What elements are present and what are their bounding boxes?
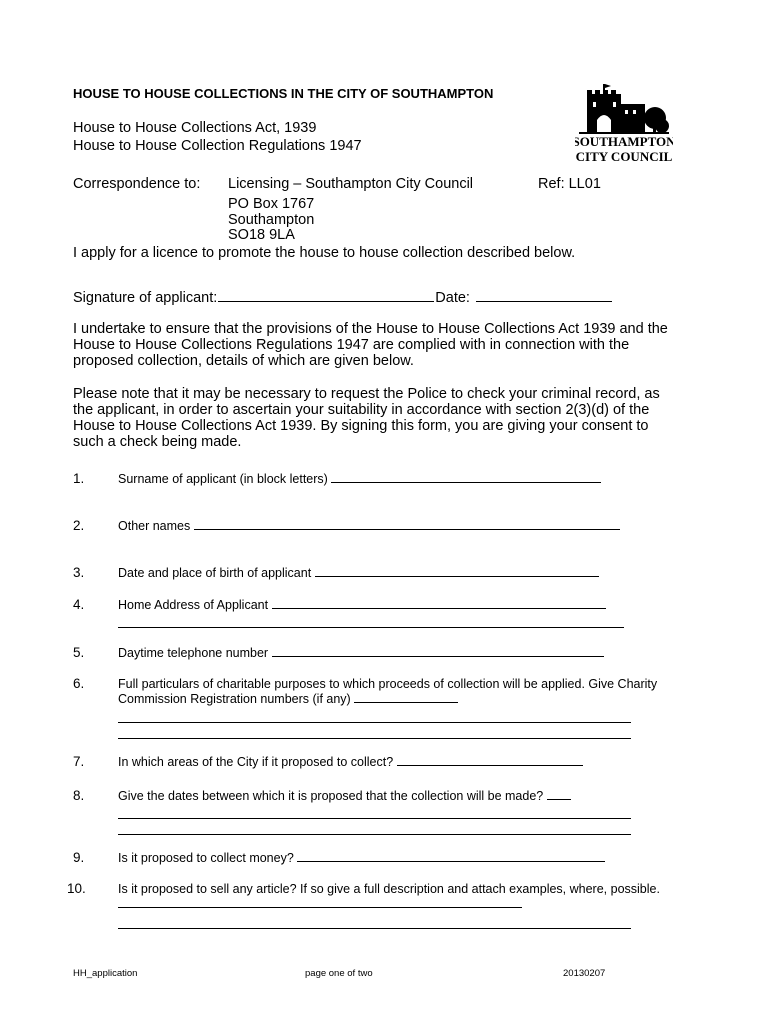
question-text: Is it proposed to sell any article? If so give a full description and attach examples, where, possible. <box>118 882 660 896</box>
undertaking-paragraph: I undertake to ensure that the provisions of the House to House Collections Act 1939 and the House to House Collections Regulations 1947 are complied with in connection with the proposed collection, details of which are given below. <box>73 321 668 369</box>
question-text: Other names <box>118 519 191 533</box>
address-line: PO Box 1767 <box>228 196 315 212</box>
document-title: HOUSE TO HOUSE COLLECTIONS IN THE CITY OF SOUTHAMPTON <box>73 86 494 101</box>
question-text: Date and place of birth of applicant <box>118 566 312 580</box>
question-9 <box>118 851 698 866</box>
home-address-field-line2[interactable] <box>118 627 624 628</box>
question-number: 8. <box>73 788 85 803</box>
question-text: Is it proposed to collect money? <box>118 851 294 865</box>
act-reference: House to House Collections Act, 1939 <box>73 120 317 136</box>
collection-areas-field[interactable] <box>397 755 583 766</box>
question-10 <box>118 882 678 912</box>
address-line: Licensing – Southampton City Council <box>228 176 474 192</box>
question-text: Give the dates between which it is proposed that the collection will be made? <box>118 789 544 803</box>
footer-form-id: HH_application <box>73 968 138 979</box>
signature-row <box>73 289 612 306</box>
birth-details-field[interactable] <box>315 566 599 577</box>
date-field[interactable] <box>476 289 612 302</box>
articles-field[interactable] <box>118 897 522 908</box>
collection-dates-field-line3[interactable] <box>118 834 631 835</box>
question-1 <box>118 472 698 487</box>
question-number: 2. <box>73 518 85 533</box>
address-line: SO18 9LA <box>228 227 295 243</box>
question-7 <box>118 755 698 770</box>
correspondence-label: Correspondence to: <box>73 176 201 192</box>
charity-number-field[interactable] <box>354 692 458 703</box>
police-check-paragraph: Please note that it may be necessary to request the Police to check your criminal record, as the applicant, in order to ascertain your suitability in accordance with section 2(3)(d) of the House to House Collections Act 1939. By signing this form, you are giving your consent to such a check being made. <box>73 386 660 450</box>
collection-dates-field-line2[interactable] <box>118 818 631 819</box>
logo-text-line2: CITY COUNCIL <box>575 149 673 164</box>
question-number: 3. <box>73 565 85 580</box>
footer-date-code: 20130207 <box>563 968 606 979</box>
question-text: Daytime telephone number <box>118 646 269 660</box>
question-text: Full particulars of charitable purposes to which proceeds of collection will be applied. Give Charity Commission Registration numbers (if any) <box>118 677 658 706</box>
home-address-field[interactable] <box>272 598 606 609</box>
question-number: 6. <box>73 676 85 691</box>
footer-page-number: page one of two <box>305 968 373 979</box>
question-number: 7. <box>73 754 85 769</box>
collect-money-field[interactable] <box>297 851 605 862</box>
question-6 <box>118 677 693 707</box>
question-4 <box>118 598 698 613</box>
question-text: Surname of applicant (in block letters) <box>118 472 328 486</box>
surname-field[interactable] <box>331 472 601 483</box>
articles-field-line2[interactable] <box>118 928 631 929</box>
question-text: In which areas of the City if it proposed to collect? <box>118 755 394 769</box>
question-number: 4. <box>73 597 85 612</box>
logo-text-line1: SOUTHAMPTON <box>575 134 673 149</box>
castle-gate-icon <box>575 82 673 166</box>
question-text: Home Address of Applicant <box>118 598 269 612</box>
signature-label: Signature of applicant: <box>73 290 218 306</box>
question-number: 9. <box>73 850 85 865</box>
regulations-reference: House to House Collection Regulations 1947 <box>73 138 362 154</box>
question-5 <box>118 646 698 661</box>
date-label: Date: <box>435 290 470 306</box>
signature-field[interactable] <box>218 289 434 302</box>
charitable-purposes-field-line2[interactable] <box>118 722 631 723</box>
charitable-purposes-field-line3[interactable] <box>118 738 631 739</box>
question-2 <box>118 519 698 534</box>
question-8 <box>118 789 698 804</box>
council-logo <box>575 82 673 166</box>
question-number: 10. <box>67 881 86 896</box>
question-number: 1. <box>73 471 85 486</box>
application-statement: I apply for a licence to promote the house to house collection described below. <box>73 245 576 261</box>
question-number: 5. <box>73 645 85 660</box>
collection-dates-field[interactable] <box>547 789 571 800</box>
question-3 <box>118 566 698 581</box>
address-line: Southampton <box>228 212 315 228</box>
reference-code: Ref: LL01 <box>538 176 601 192</box>
telephone-field[interactable] <box>272 646 604 657</box>
other-names-field[interactable] <box>194 519 620 530</box>
